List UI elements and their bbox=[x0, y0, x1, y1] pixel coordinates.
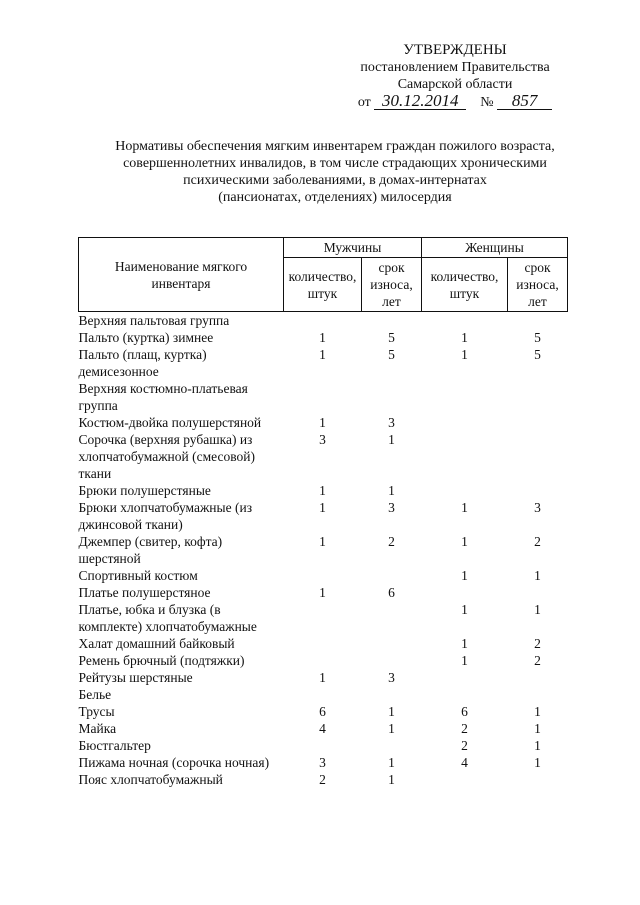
cell-men-qty bbox=[284, 567, 362, 584]
item-name: Пальто (плащ, куртка) демисезонное bbox=[78, 347, 207, 379]
number-prefix: № bbox=[480, 95, 494, 110]
cell-women-qty: 4 bbox=[461, 755, 468, 770]
item-name: Трусы bbox=[78, 704, 115, 719]
item-name: Рейтузы шерстяные bbox=[78, 670, 193, 685]
cell-women-qty: 1 bbox=[461, 602, 468, 617]
cell-women-term bbox=[508, 431, 568, 482]
cell-women-qty: 6 bbox=[461, 704, 468, 719]
item-name: Сорочка (верхняя рубашка) из хлопчатобумажной (смесовой) ткани bbox=[78, 432, 255, 481]
cell-women-term bbox=[508, 380, 568, 414]
item-name: Джемпер (свитер, кофта) шерстяной bbox=[78, 534, 223, 566]
cell-men-term: 1 bbox=[388, 772, 395, 787]
table-row bbox=[79, 380, 568, 414]
table-row bbox=[79, 669, 568, 686]
cell-men-qty: 1 bbox=[319, 330, 326, 345]
heading-line-4: (пансионатах, отделениях) милосердия bbox=[218, 190, 452, 205]
cell-women-qty bbox=[422, 312, 508, 330]
heading-line-1: Нормативы обеспечения мягким инвентарем граждан пожилого возраста, bbox=[115, 139, 555, 154]
cell-men-term bbox=[362, 312, 422, 330]
cell-women-term: 2 bbox=[534, 534, 541, 549]
cell-women-qty bbox=[422, 669, 508, 686]
cell-women-qty: 1 bbox=[461, 347, 468, 362]
cell-women-term: 2 bbox=[534, 636, 541, 651]
cell-men-qty bbox=[284, 686, 362, 703]
norms-table bbox=[78, 237, 568, 788]
cell-men-qty bbox=[284, 601, 362, 635]
table-row bbox=[79, 533, 568, 567]
cell-men-qty: 3 bbox=[319, 755, 326, 770]
cell-women-term: 3 bbox=[534, 500, 541, 515]
group-header-women: Женщины bbox=[422, 238, 568, 258]
table-row bbox=[79, 635, 568, 652]
norms-table-body bbox=[79, 312, 568, 789]
item-name: Ремень брючный (подтяжки) bbox=[78, 653, 245, 668]
cell-men-qty: 3 bbox=[319, 432, 326, 447]
cell-women-term: 1 bbox=[534, 704, 541, 719]
col-header-name: Наименование мягкого инвентаря bbox=[79, 238, 284, 312]
cell-women-term: 5 bbox=[534, 330, 541, 345]
cell-men-term: 3 bbox=[388, 415, 395, 430]
table-row bbox=[79, 754, 568, 771]
cell-men-term: 1 bbox=[388, 755, 395, 770]
cell-women-term: 5 bbox=[534, 347, 541, 362]
col-header-women-term: срок износа, лет bbox=[508, 258, 568, 312]
cell-women-term: 1 bbox=[534, 602, 541, 617]
cell-men-term: 5 bbox=[388, 347, 395, 362]
cell-women-qty: 1 bbox=[461, 500, 468, 515]
table-row bbox=[79, 567, 568, 584]
cell-men-term: 1 bbox=[388, 704, 395, 719]
cell-women-qty: 1 bbox=[461, 330, 468, 345]
cell-women-term bbox=[508, 312, 568, 330]
cell-men-qty bbox=[284, 737, 362, 754]
item-name: Платье полушерстяное bbox=[78, 585, 211, 600]
table-row bbox=[79, 771, 568, 788]
item-name: Белье bbox=[78, 687, 112, 702]
cell-men-qty: 1 bbox=[319, 347, 326, 362]
cell-men-term bbox=[362, 380, 422, 414]
cell-men-term: 1 bbox=[388, 483, 395, 498]
document-heading bbox=[60, 138, 610, 206]
group-header-men: Мужчины bbox=[284, 238, 422, 258]
cell-men-qty: 1 bbox=[319, 534, 326, 549]
cell-women-qty: 2 bbox=[461, 738, 468, 753]
item-name: Пижама ночная (сорочка ночная) bbox=[78, 755, 270, 770]
approval-line-2: Самарской области bbox=[397, 77, 513, 92]
col-header-women-qty: количество, штук bbox=[422, 258, 508, 312]
cell-women-term: 2 bbox=[534, 653, 541, 668]
cell-women-term: 1 bbox=[534, 568, 541, 583]
table-row bbox=[79, 329, 568, 346]
cell-men-term bbox=[362, 737, 422, 754]
table-row bbox=[79, 312, 568, 330]
item-name: Спортивный костюм bbox=[78, 568, 198, 583]
cell-men-qty: 1 bbox=[319, 500, 326, 515]
item-name: Верхняя пальтовая группа bbox=[78, 313, 230, 328]
approval-line-1: постановлением Правительства bbox=[360, 60, 550, 75]
table-row bbox=[79, 652, 568, 669]
cell-men-term: 6 bbox=[388, 585, 395, 600]
cell-men-term: 1 bbox=[388, 432, 395, 447]
cell-men-term bbox=[362, 635, 422, 652]
cell-men-qty: 6 bbox=[319, 704, 326, 719]
table-row bbox=[79, 601, 568, 635]
cell-men-term bbox=[362, 652, 422, 669]
cell-women-term bbox=[508, 686, 568, 703]
cell-women-term bbox=[508, 669, 568, 686]
cell-women-term bbox=[508, 414, 568, 431]
cell-women-qty bbox=[422, 584, 508, 601]
cell-women-qty: 1 bbox=[461, 653, 468, 668]
cell-men-term: 3 bbox=[388, 670, 395, 685]
table-row bbox=[79, 584, 568, 601]
cell-men-term: 3 bbox=[388, 500, 395, 515]
cell-women-term: 1 bbox=[534, 755, 541, 770]
cell-men-qty bbox=[284, 652, 362, 669]
item-name: Брюки полушерстяные bbox=[78, 483, 211, 498]
table-row bbox=[79, 414, 568, 431]
table-row bbox=[79, 703, 568, 720]
item-name: Халат домашний байковый bbox=[78, 636, 235, 651]
cell-men-term bbox=[362, 686, 422, 703]
date-prefix: от bbox=[357, 95, 371, 110]
cell-women-qty bbox=[422, 380, 508, 414]
cell-women-qty bbox=[422, 431, 508, 482]
table-row bbox=[79, 346, 568, 380]
cell-men-qty bbox=[284, 312, 362, 330]
col-header-men-qty: количество, штук bbox=[284, 258, 362, 312]
cell-women-qty: 1 bbox=[461, 568, 468, 583]
cell-women-term: 1 bbox=[534, 738, 541, 753]
approval-block bbox=[330, 42, 580, 111]
cell-men-qty bbox=[284, 635, 362, 652]
cell-women-qty bbox=[422, 771, 508, 788]
approval-title: УТВЕРЖДЕНЫ bbox=[403, 42, 507, 58]
table-row bbox=[79, 737, 568, 754]
cell-men-qty: 2 bbox=[319, 772, 326, 787]
cell-men-qty: 1 bbox=[319, 483, 326, 498]
item-name: Бюстгальтер bbox=[78, 738, 151, 753]
cell-women-term: 1 bbox=[534, 721, 541, 736]
heading-line-2: совершеннолетних инвалидов, в том числе страдающих хроническими bbox=[123, 156, 547, 171]
cell-men-term: 1 bbox=[388, 721, 395, 736]
item-name: Платье, юбка и блузка (в комплекте) хлопчатобумажные bbox=[78, 602, 257, 634]
cell-men-qty: 1 bbox=[319, 415, 326, 430]
item-name: Костюм-двойка полушерстяной bbox=[78, 415, 262, 430]
cell-women-term bbox=[508, 482, 568, 499]
cell-women-qty bbox=[422, 482, 508, 499]
approval-date-line bbox=[330, 93, 580, 111]
item-name: Верхняя костюмно-платьевая группа bbox=[78, 381, 248, 413]
approval-number: 857 bbox=[497, 93, 552, 110]
table-row bbox=[79, 686, 568, 703]
table-row bbox=[79, 720, 568, 737]
item-name: Пальто (куртка) зимнее bbox=[78, 330, 214, 345]
cell-women-term bbox=[508, 584, 568, 601]
approval-date: 30.12.2014 bbox=[374, 93, 466, 110]
cell-men-term: 2 bbox=[388, 534, 395, 549]
cell-women-term bbox=[508, 771, 568, 788]
cell-women-qty bbox=[422, 686, 508, 703]
cell-men-qty bbox=[284, 380, 362, 414]
cell-women-qty: 1 bbox=[461, 636, 468, 651]
cell-women-qty: 2 bbox=[461, 721, 468, 736]
table-row bbox=[79, 499, 568, 533]
cell-men-term bbox=[362, 567, 422, 584]
item-name: Пояс хлопчатобумажный bbox=[78, 772, 223, 787]
cell-men-qty: 1 bbox=[319, 585, 326, 600]
item-name: Майка bbox=[78, 721, 117, 736]
cell-men-term bbox=[362, 601, 422, 635]
heading-line-3: психическими заболеваниями, в домах-интернатах bbox=[183, 173, 487, 188]
col-header-men-term: срок износа, лет bbox=[362, 258, 422, 312]
item-name: Брюки хлопчатобумажные (из джинсовой ткани) bbox=[78, 500, 253, 532]
cell-women-qty: 1 bbox=[461, 534, 468, 549]
cell-men-qty: 4 bbox=[319, 721, 326, 736]
cell-men-qty: 1 bbox=[319, 670, 326, 685]
cell-men-term: 5 bbox=[388, 330, 395, 345]
table-row bbox=[79, 431, 568, 482]
cell-women-qty bbox=[422, 414, 508, 431]
table-row bbox=[79, 482, 568, 499]
